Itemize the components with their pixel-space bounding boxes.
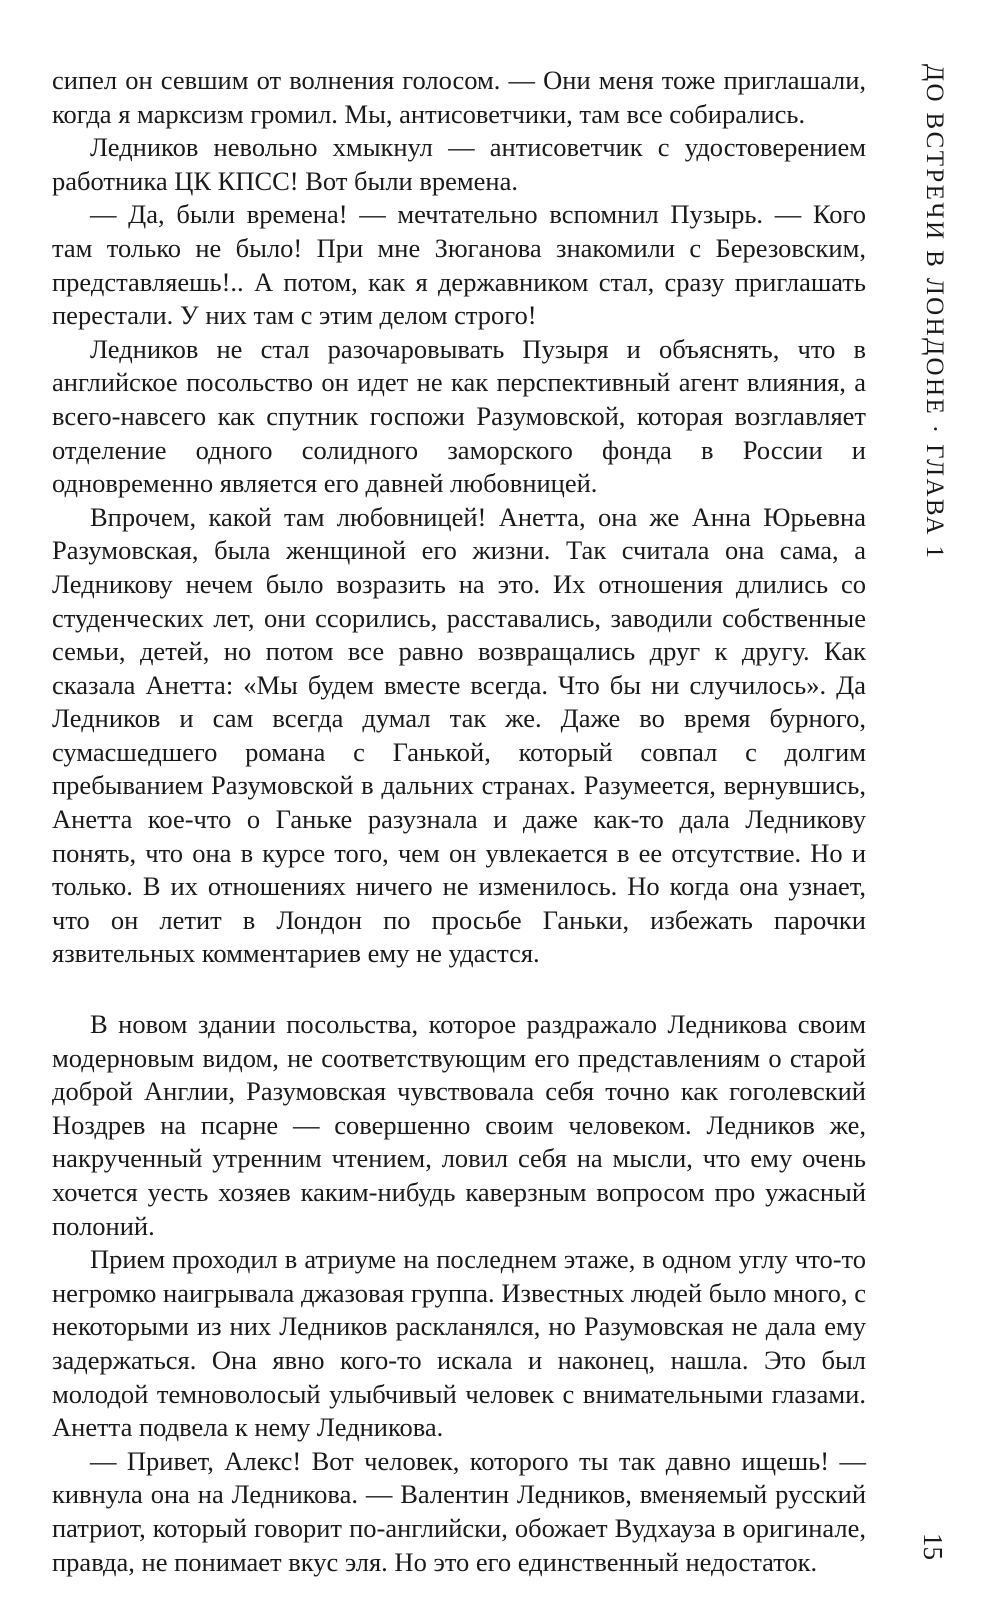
paragraph-8: — Привет, Алекс! Вот человек, которого ты так давно ищешь! — кивнула она на Ледникова. — Валентин Ледников, вменяемый русский патриот, который говорит по-английски, обожает Вудхауза в оригинале, правда, не понимает вкус эля. Но это его единственный недостаток. [52, 1445, 866, 1577]
paragraph-2: Ледников невольно хмыкнул — антисоветчик с удостоверением работника ЦК КПСС! Вот были времена. [52, 132, 866, 196]
paragraph-3: — Да, были времена! — мечтательно вспомнил Пузырь. — Кого там только не было! При мне Зюганова знакомили с Березовским, представляешь!.. А потом, как я державником стал, сразу приглашать перестали. У них там с этим делом строго! [52, 199, 866, 331]
section-break [52, 971, 866, 1008]
paragraph-6: В новом здании посольства, которое раздражало Ледникова своим модерновым видом, не соответствующим его представлениям о старой доброй Англии, Разумовская чувствовала себя точно как гоголевский Ноздрев на псарне — совершенно своим человеком. Ледников же, накрученный утренним чтением, ловил себя на мысли, что ему очень хочется уесть хозяев каким-нибудь каверзным вопросом про ужасный полоний. [52, 1009, 866, 1241]
page-number-text: 15 [918, 1533, 948, 1560]
paragraph-5: Впрочем, какой там любовницей! Анетта, она же Анна Юрьевна Разумовская, была женщиной его жизни. Так считала она сама, а Ледникову нечем было возразить на это. Их отношения длились со студенческих лет, они ссорились, расставались, заводили собственные семьи, детей, но потом все равно возвращались друг к другу. Как сказала Анетта: «Мы будем вместе всегда. Что бы ни случилось». Да Ледников и сам всегда думал так же. Даже во время бурного, сумасшедшего романа с Ганькой, который совпал с долгим пребыванием Разумовской в дальних странах. Разумеется, вернувшись, Анетта кое-что о Ганьке разузнала и даже как-то дала Ледникову понять, что она в курсе того, чем он увлекается в ее отсутствие. Но и только. В их отношениях ничего не изменилось. Но когда она узнает, что он летит в Лондон по просьбе Ганьки, избежать парочки язвительных комментариев ему не удастся. [52, 501, 866, 969]
paragraph-4: Ледников не стал разочаровывать Пузыря и объяснять, что в английское посольство он идет не как перспективный агент влияния, а всего-навсего как спутник госпожи Разумовской, которая возглавляет отделение одного солидного заморского фонда в России и одновременно является его давней любовницей. [52, 333, 866, 499]
paragraph-7: Прием проходил в атриуме на последнем этаже, в одном углу что-то негромко наигрывала джазовая группа. Известных людей было много, с некоторыми из них Ледников раскланялся, но Разумовская не дала ему задержаться. Она явно кого-то искала и наконец, нашла. Это был молодой темноволосый улыбчивый человек с внимательными глазами. Анетта подвела к нему Ледникова. [52, 1244, 866, 1443]
body-text [52, 64, 866, 1579]
running-head-text: ДО ВСТРЕЧИ В ЛОНДОНЕ · ГЛАВА 1 [921, 64, 948, 561]
paragraph-1: сипел он севшим от волнения голосом. — Они меня тоже приглашали, когда я марксизм громил. Мы, антисоветчики, там все собирались. [52, 65, 866, 129]
